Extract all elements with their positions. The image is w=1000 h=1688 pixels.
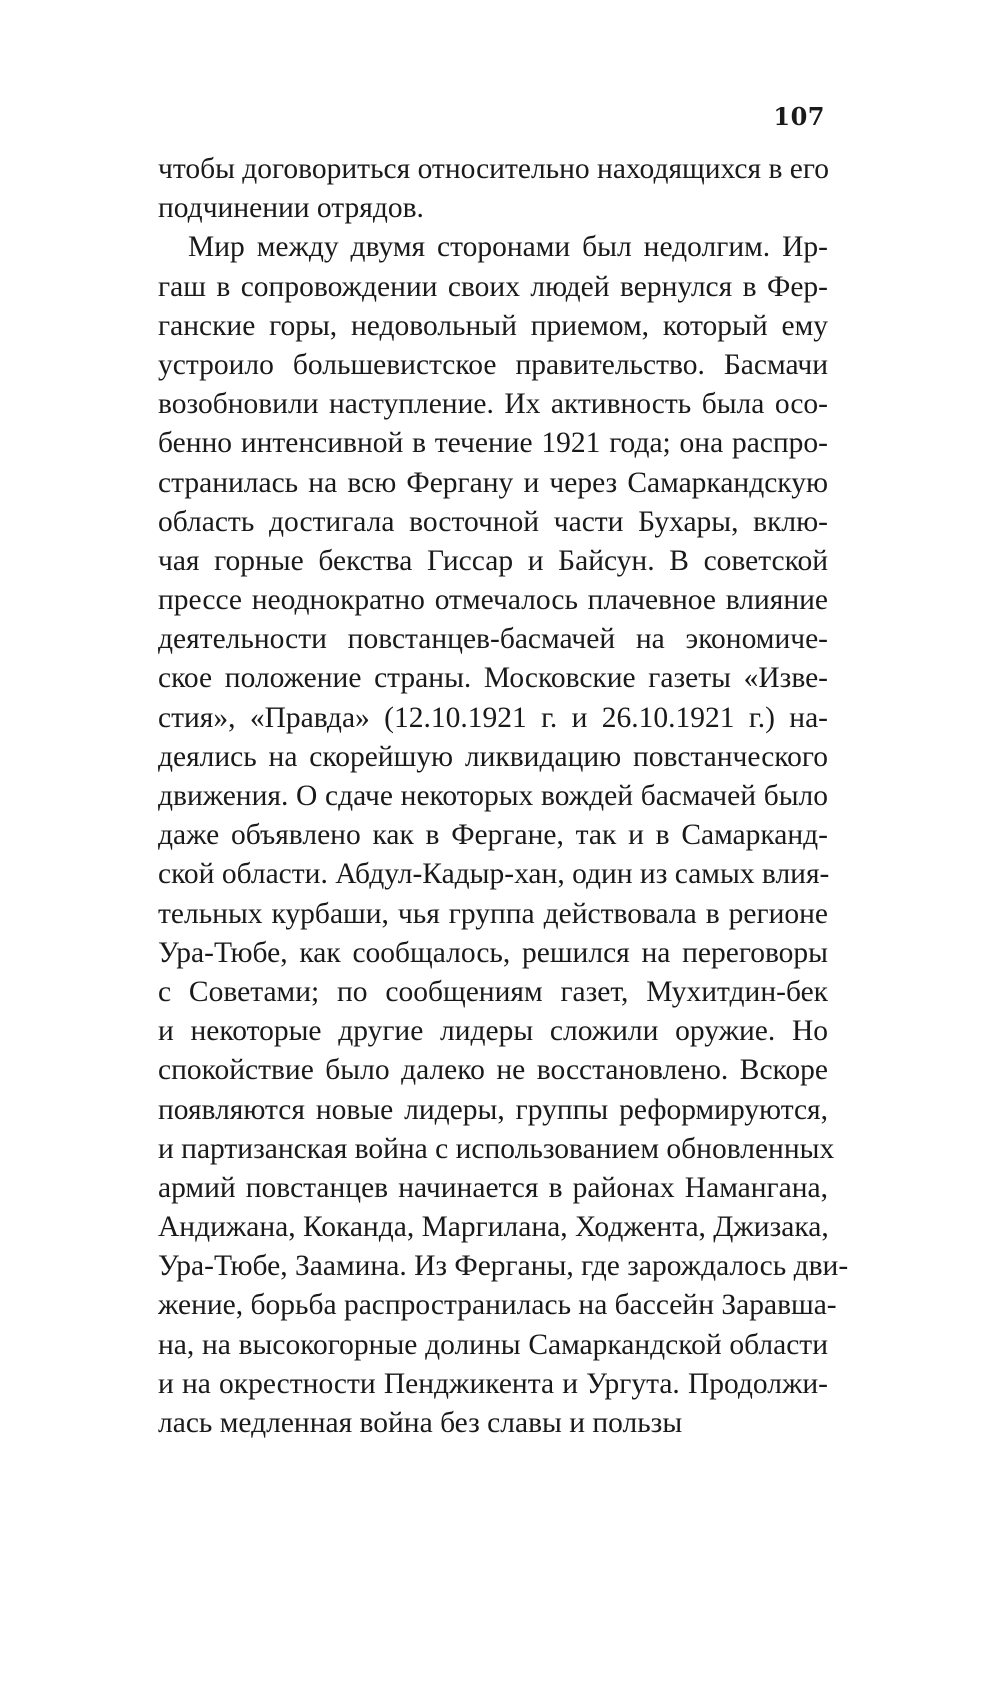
text-line: тельных курбаши, чья группа действовала в регионе xyxy=(158,897,828,930)
text-line: и некоторые другие лидеры сложили оружие. Но xyxy=(158,1015,828,1048)
text-line: возобновили наступление. Их активность была осо- xyxy=(158,388,828,421)
text-line: Ура-Тюбе, как сообщалось, решился на переговоры xyxy=(158,936,828,969)
paragraph xyxy=(158,228,849,1443)
text-line: гаш в сопровождении своих людей вернулся в Фер- xyxy=(158,270,828,303)
text-line: странилась на всю Фергану и через Самаркандскую xyxy=(158,466,828,499)
text-line: ской области. Абдул-Кадыр-хан, один из самых влия- xyxy=(158,858,830,891)
text-line: стия», «Правда» (12.10.1921 г. и 26.10.1921 г.) на- xyxy=(158,701,828,734)
text-line: лась медленная война без славы и пользы xyxy=(158,1407,683,1439)
text-line: ганские горы, недовольный приемом, который ему xyxy=(158,309,828,342)
text-line: Ура-Тюбе, Заамина. Из Ферганы, где зарождалось дви- xyxy=(158,1250,849,1283)
text-line: бенно интенсивной в течение 1921 года; она распро- xyxy=(158,427,828,460)
text-line: подчинении отрядов. xyxy=(158,192,424,225)
text-line: чая горные бекства Гиссар и Байсун. В советской xyxy=(158,544,828,577)
text-line: жение, борьба распространилась на бассейн Заравша- xyxy=(158,1289,837,1322)
page-number: 107 xyxy=(773,102,825,131)
text-line: и на окрестности Пенджикента и Ургута. Продолжи- xyxy=(158,1367,828,1400)
text-line: Мир между двумя сторонами был недолгим. Ир- xyxy=(188,231,828,264)
text-line: деялись на скорейшую ликвидацию повстанческого xyxy=(158,740,828,773)
body-text xyxy=(158,150,849,1443)
paragraph xyxy=(158,150,828,228)
text-line: прессе неоднократно отмечалось плачевное влияние xyxy=(158,584,828,617)
text-line: деятельности повстанцев-басмачей на экономиче- xyxy=(158,623,828,656)
text-line: ское положение страны. Московские газеты «Изве- xyxy=(158,662,828,695)
text-line: с Советами; по сообщениям газет, Мухитдин-бек xyxy=(158,975,828,1008)
text-line: спокойствие было далеко не восстановлено. Вскоре xyxy=(158,1054,828,1087)
text-line: на, на высокогорные долины Самаркандской области xyxy=(158,1328,828,1361)
text-line: движения. О сдаче некоторых вождей басмачей было xyxy=(158,780,828,812)
text-line: область достигала восточной части Бухары, вклю- xyxy=(158,505,828,538)
text-line: чтобы договориться относительно находящихся в его xyxy=(158,153,829,185)
text-line: Андижана, Коканда, Маргилана, Ходжента, Джизака, xyxy=(158,1211,829,1244)
text-line: появляются новые лидеры, группы реформируются, xyxy=(158,1093,828,1126)
text-line: и партизанская война с использованием обновленных xyxy=(158,1132,835,1165)
text-line: армий повстанцев начинается в районах Намангана, xyxy=(158,1171,828,1204)
text-line: устроило большевистское правительство. Басмачи xyxy=(158,348,828,381)
text-line: даже объявлено как в Фергане, так и в Самарканд- xyxy=(158,819,828,852)
